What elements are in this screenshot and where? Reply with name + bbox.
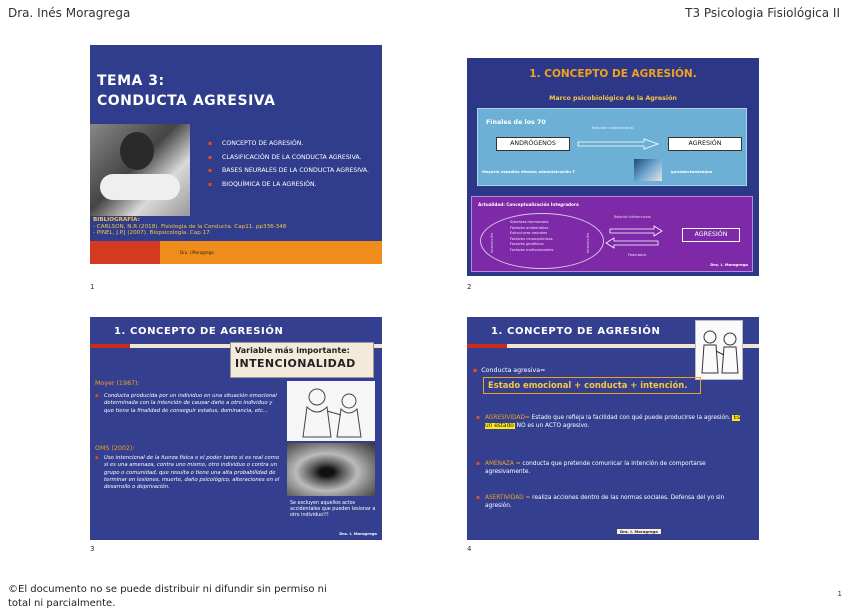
header-course: T3 Psicologia Fisiológica II: [685, 6, 840, 20]
slide-1: [90, 45, 382, 264]
header-author: Dra. Inés Moragrega: [8, 6, 131, 20]
slide-3-eye-image: [287, 443, 375, 496]
feedback-label: Feed-back: [628, 253, 647, 257]
slide-1-title-line2: CONDUCTA AGRESIVA: [97, 93, 276, 109]
aggression-box: AGRESIÓN: [668, 137, 742, 151]
variable-box: [230, 342, 374, 378]
current-label: Actualidad: Conceptualización Integradora: [478, 202, 579, 207]
conduct-label: ▪ Conducta agresiva=: [473, 367, 545, 374]
slide-1-title: [97, 71, 276, 111]
slide-1-author: Dra. I.Moragrega: [180, 250, 214, 255]
period-label: Finales de los 70: [486, 119, 546, 126]
list-item: ▪ CONCEPTO DE AGRESIÓN.: [208, 140, 376, 148]
oms-definition: ▪ Uso intencional de la fuerza física o el poder tanto si es real como si es una amenaza, contra uno mismo, otro individuo o contra un grupo o comunidad, que resulta o tiene una alta probabilidad de terminar en lesiones, muerte, daño psicológico, alteraciones en el desarrollo o deprivación.: [104, 455, 284, 491]
slide-2-title: 1. CONCEPTO DE AGRESIÓN.: [529, 68, 697, 80]
list-item: Factores ambientales: [510, 225, 549, 230]
relation-label: Relación unidireccional: [592, 126, 634, 130]
slide-4-title: 1. CONCEPTO DE AGRESIÓN: [491, 326, 661, 337]
bidirectional-arrows-icon: [604, 223, 664, 249]
list-item: ▪ CLASIFICACIÓN DE LA CONDUCTA AGRESIVA.: [208, 154, 376, 162]
variable-value: INTENCIONALIDAD: [235, 357, 356, 370]
moyer-heading: Moyer (1987):: [95, 380, 140, 387]
slide-4-cartoon: [695, 320, 743, 380]
slide-1-topic-list: [208, 140, 376, 194]
variable-label: Variable más importante:: [235, 346, 350, 355]
list-item: Estructuras neurales: [510, 231, 548, 236]
slide-3-cartoon: [287, 381, 375, 441]
slide-3-author: Dra. I. Moragrega: [339, 531, 377, 536]
right-arrow-icon: [578, 139, 658, 149]
list-item: Factores genéticos: [510, 242, 544, 247]
slide-1-bibliography: BIBLIOGRAFÍA: - CARLSON, N.R (2018). Fisiología de la Conducta. Cap11. pp336-348 - PINEL, J.P.J (2007). Biopsicología. Cap 17.: [93, 217, 287, 237]
interaction-label: Interacción: [490, 232, 494, 253]
oms-heading: OMS (2002):: [95, 445, 135, 452]
page-number: 1: [837, 590, 842, 598]
slide-1-footer-bar: [90, 241, 382, 264]
bidirectional-label: Relación bidireccional: [614, 215, 651, 219]
formula-box: Estado emocional + conducta + intención.: [483, 377, 701, 394]
slide-2-subtitle: Marco psicobiológico de la Agresión: [549, 95, 677, 102]
moyer-definition: ▪ Conducta producida por un individuo en una situación emocional determinada con la intención de causar daño a otro individuo y que tiene la finalidad de conseguir estatus, dominancia, etc...: [104, 393, 284, 415]
list-item: ▪ BIOQUÍMICA DE LA AGRESIÓN.: [208, 181, 376, 189]
slide-2-current-model: [471, 196, 753, 272]
list-item: Factores neuroquímicos: [510, 236, 553, 241]
androgens-box: ANDRÓGENOS: [496, 137, 570, 151]
slide-1-number: 1: [90, 283, 95, 291]
amenaza-definition: ▪ AMENAZA = conducta que pretende comunicar la intención de comportarse agresivamente.: [485, 460, 747, 476]
slide-2-past-model: [477, 108, 747, 186]
factors-list: [510, 220, 553, 254]
slide-2-image: [634, 159, 662, 181]
slide-1-title-line1: TEMA 3:: [97, 73, 165, 89]
list-item: Sistemas hormonales: [510, 220, 549, 224]
exclusion-note: Se excluyen aquellos actos accidentales que pueden lesionar a otro individuo!!!: [290, 501, 376, 518]
slide-4-author: Dra. I. Moragrega: [617, 529, 661, 534]
slide-2-author: Dra. I. Moragrega: [710, 262, 748, 267]
slide-3: [90, 317, 382, 540]
asertividad-definition: ▪ ASERTIVIDAD = realiza acciones dentro de las normas sociales. Defensa del yo sin agresión.: [485, 494, 747, 510]
slide-3-number: 3: [90, 545, 95, 553]
agresividad-definition: ▪ AGRESIVIDAD= Estado que refleja la facilidad con qué puede producirse la agresión. Es un estado NO es un ACTO agresivo.: [485, 414, 747, 430]
list-item: ▪ BASES NEURALES DE LA CONDUCTA AGRESIVA.: [208, 167, 376, 175]
slide-3-title: 1. CONCEPTO DE AGRESIÓN: [114, 326, 284, 337]
slide-2-number: 2: [467, 283, 472, 291]
majority-text: Mayoría estudios efectos administración T: [482, 169, 576, 174]
gonad-text: gonadectomizados: [671, 169, 713, 174]
interaction-label: Interacción: [586, 232, 590, 253]
slide-1-photo: [90, 124, 190, 216]
list-item: Factores motivacionales: [510, 247, 554, 252]
slide-4: [467, 317, 759, 540]
slide-2: [467, 58, 759, 276]
slide-4-number: 4: [467, 545, 472, 553]
aggression-box: AGRESIÓN: [682, 228, 740, 242]
copyright-notice: ©El documento no se puede distribuir ni difundir sin permiso ni total ni parcialmente.: [8, 584, 327, 609]
